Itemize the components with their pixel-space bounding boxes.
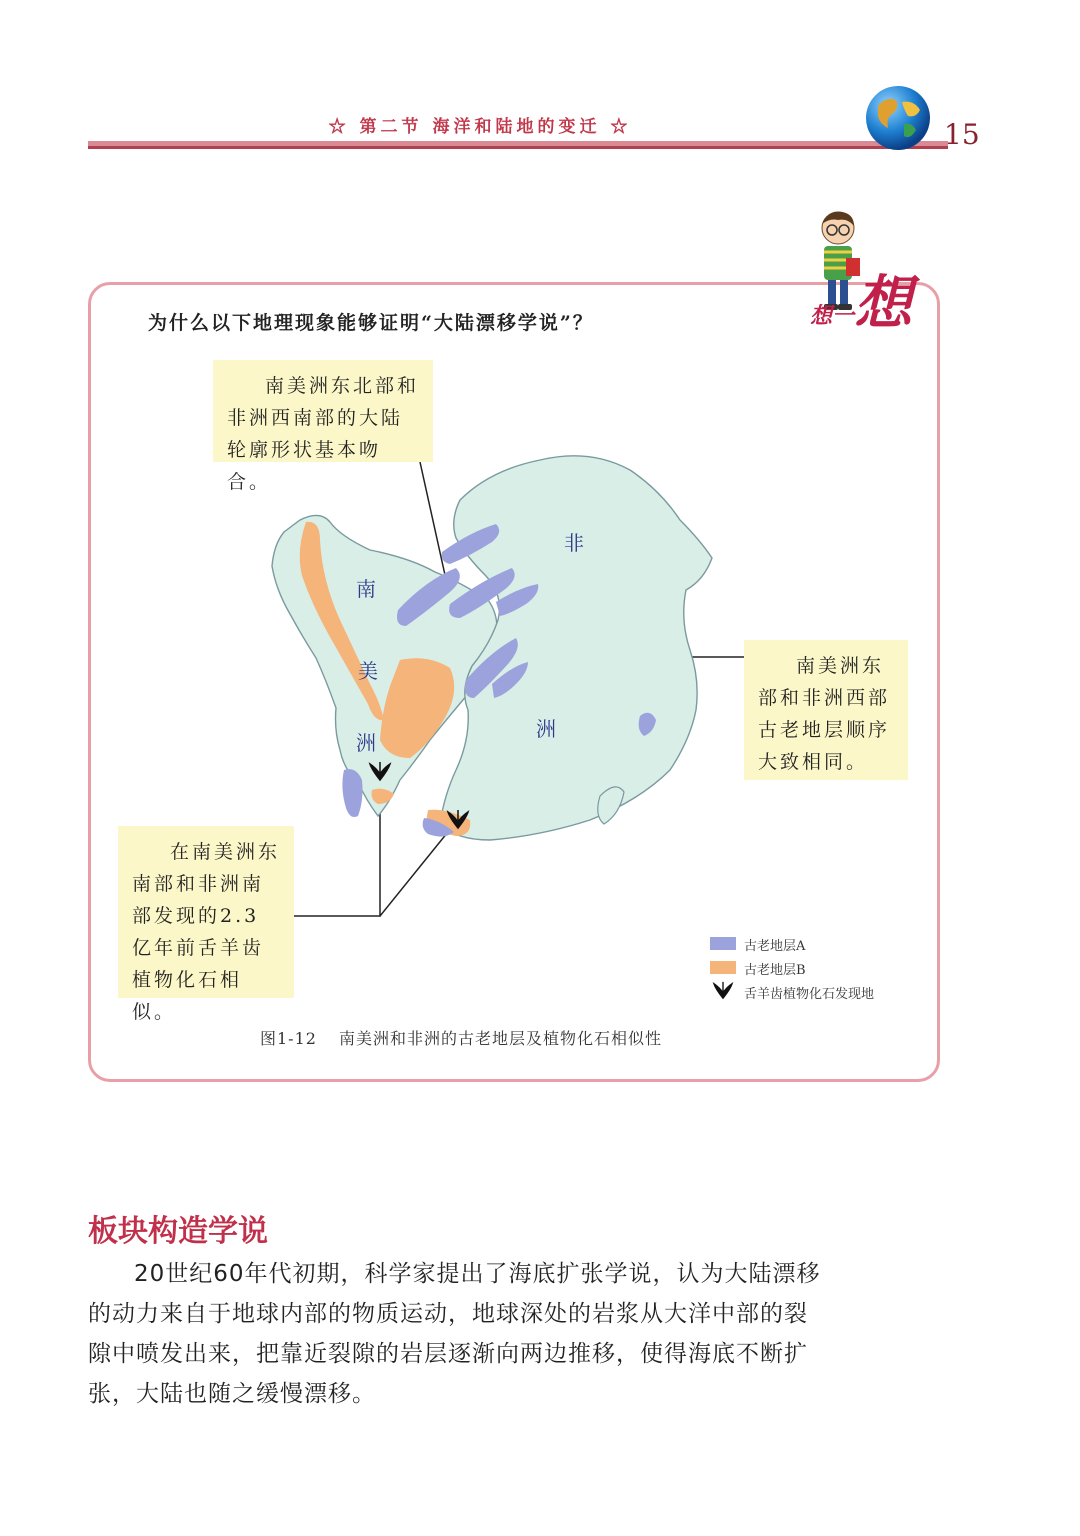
legend-stratum-a-label: 古老地层A <box>744 939 806 954</box>
legend-stratum-b-swatch <box>710 961 736 974</box>
stratum-a-region <box>342 769 362 817</box>
note-fossil-match: 在南美洲东南部和非洲南部发现的2.3亿年前舌羊齿植物化石相似。 <box>118 826 294 998</box>
note-strata-match: 南美洲东部和非洲西部古老地层顺序大致相同。 <box>744 640 908 780</box>
think-label <box>810 256 912 340</box>
figure-number: 图1-12 <box>260 1029 317 1048</box>
legend-stratum-b-label: 古老地层B <box>744 963 806 978</box>
south-america-label-2: 美 <box>358 659 378 683</box>
figure-caption <box>260 1026 662 1049</box>
section-header-title: ☆ 第二节 海洋和陆地的变迁 ☆ <box>328 117 632 137</box>
south-america-label-1: 南 <box>356 577 376 601</box>
figure-caption-text: 南美洲和非洲的古老地层及植物化石相似性 <box>338 1029 662 1048</box>
section-title: 板块构造学说 <box>88 1214 268 1249</box>
fossil-plant-icon <box>712 980 734 1000</box>
legend-stratum-a-swatch <box>710 937 736 950</box>
section-body: 20世纪60年代初期，科学家提出了海底扩张学说，认为大陆漂移的动力来自于地球内部的物质运动，地球深处的岩浆从大洋中部的裂隙中喷发出来，把靠近裂隙的岩层逐渐向两边推移，使得海底不断扩张，大陆也随之缓慢漂移。 <box>88 1261 821 1407</box>
south-america-label-3: 洲 <box>356 731 376 755</box>
question-text: 为什么以下地理现象能够证明“大陆漂移学说”？ <box>148 312 594 334</box>
globe-icon <box>864 84 932 152</box>
legend-fossil-label: 舌羊齿植物化石发现地 <box>744 987 875 1002</box>
page-number: 15 <box>944 118 980 151</box>
note-outline-match: 南美洲东北部和非洲西南部的大陆轮廓形状基本吻合。 <box>213 360 433 462</box>
think-label-big: 想 <box>854 269 913 337</box>
africa-label-1: 非 <box>564 531 584 555</box>
continent-map <box>260 440 720 860</box>
think-label-small: 想一 <box>810 303 855 329</box>
africa-label-2: 洲 <box>536 717 556 741</box>
header-rule <box>88 141 948 149</box>
